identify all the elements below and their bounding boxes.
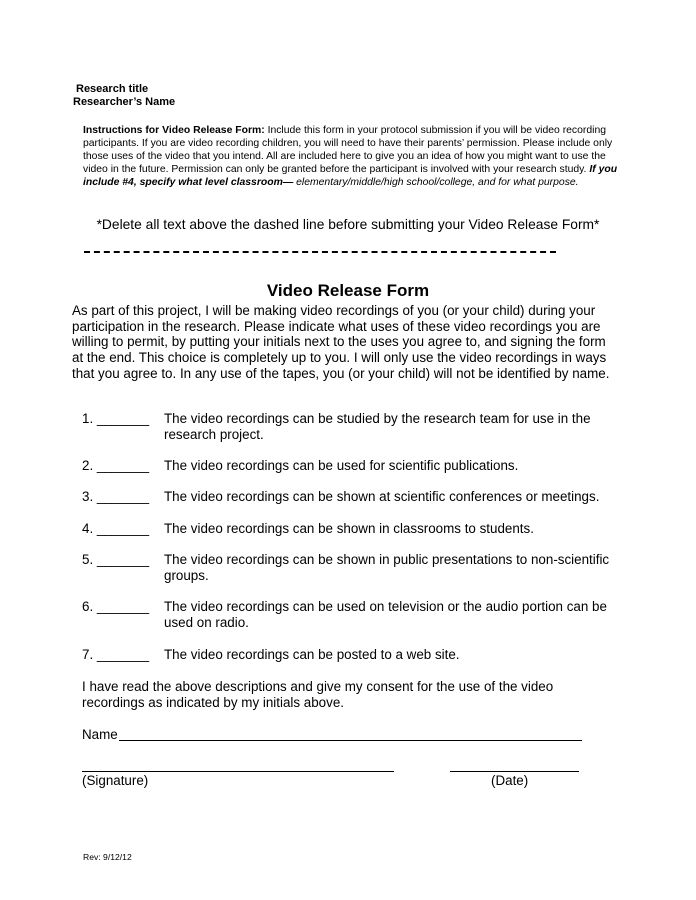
researcher-name: Researcher’s Name <box>73 96 176 108</box>
signature-field-line[interactable] <box>82 771 394 772</box>
signature-label: (Signature) <box>82 773 149 788</box>
initials-blank[interactable]: 3. _______ <box>82 489 150 504</box>
initials-blank[interactable]: 6. _______ <box>82 599 150 614</box>
initials-blank[interactable]: 4. _______ <box>82 521 150 536</box>
name-label: Name <box>82 727 118 742</box>
revision-note: Rev: 9/12/12 <box>83 852 132 862</box>
consent-item-text: The video recordings can be shown in public presentations to non-scientific groups. <box>164 552 610 583</box>
initials-blank[interactable]: 2. _______ <box>82 458 150 473</box>
instructions-italic-tail: elementary/middle/high school/college, and for what purpose. <box>296 177 579 189</box>
consent-statement: I have read the above descriptions and give my consent for the use of the video recordings as indicated by my initials above. <box>82 679 554 710</box>
consent-item-text: The video recordings can be used for scientific publications. <box>164 458 519 473</box>
consent-item <box>82 458 622 474</box>
instructions-block <box>83 124 623 189</box>
date-label: (Date) <box>491 773 529 788</box>
consent-item <box>82 552 622 584</box>
research-title: Research title <box>76 83 149 95</box>
consent-item <box>82 489 622 505</box>
initials-blank[interactable]: 1. _______ <box>82 411 150 426</box>
consent-item-text: The video recordings can be studied by the research team for use in the research project. <box>164 411 591 442</box>
name-field-line[interactable] <box>119 740 582 741</box>
consent-item-text: The video recordings can be shown at scientific conferences or meetings. <box>164 489 600 504</box>
consent-item-text: The video recordings can be used on television or the audio portion can be used on radio. <box>164 599 607 630</box>
initials-blank[interactable]: 5. _______ <box>82 552 150 567</box>
consent-item <box>82 521 622 537</box>
instructions-body: Include this form in your protocol submission if you will be video recording participants. If you are video recording children, you will need to have their parents’ permission. Please include only those uses of the video that you intend. All are included here to give you an idea of how you might want to use the video in the future. Permission can only be granted before the participant is involved with your research study. <box>83 125 613 176</box>
consent-item <box>82 411 622 443</box>
instructions-label: Instructions for Video Release Form: <box>83 125 265 136</box>
instructions-emphasis: If you include #4, specify what level classroom— <box>83 164 618 189</box>
delete-note: *Delete all text above the dashed line before submitting your Video Release Form* <box>96 217 600 232</box>
consent-item-text: The video recordings can be posted to a web site. <box>164 647 460 662</box>
date-field-line[interactable] <box>450 771 579 772</box>
consent-item <box>82 647 622 663</box>
form-title: Video Release Form <box>266 281 430 300</box>
consent-item-text: The video recordings can be shown in classrooms to students. <box>164 521 534 536</box>
consent-item <box>82 599 622 631</box>
form-intro: As part of this project, I will be making video recordings of you (or your child) during your participation in the research. Please indicate what uses of these video recordings you are willing to permit, by putting your initials next to the uses you agree to, and signing the form at the end. This choice is completely up to you. I will only use the video recordings in ways that you agree to. In any use of the tapes, you (or your child) will not be identified by name. <box>72 303 610 381</box>
dashed-divider <box>84 251 556 253</box>
initials-blank[interactable]: 7. _______ <box>82 647 150 662</box>
